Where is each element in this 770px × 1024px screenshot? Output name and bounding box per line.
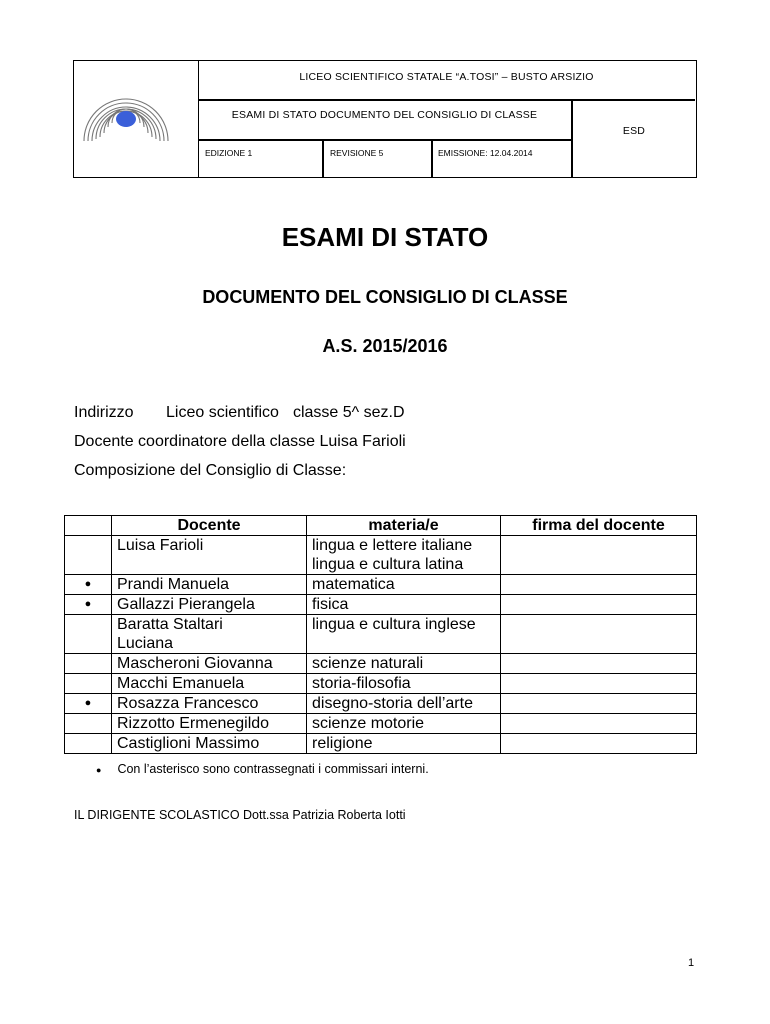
header-materia: materia/e — [307, 516, 501, 536]
note-bullet: ● — [96, 765, 102, 775]
firma-cell — [501, 575, 697, 595]
note — [96, 762, 429, 776]
bullet-cell — [65, 674, 112, 694]
table-row — [65, 734, 697, 754]
table-row — [65, 536, 697, 575]
firma-cell — [501, 536, 697, 575]
revision: REVISIONE 5 — [330, 148, 384, 158]
materia-cell: scienze naturali — [307, 654, 501, 674]
docente-cell: Luisa Farioli — [112, 536, 307, 575]
table-row — [65, 654, 697, 674]
bullet-cell: ● — [65, 575, 112, 595]
page-subtitle: DOCUMENTO DEL CONSIGLIO DI CLASSE — [202, 287, 568, 307]
table-row — [65, 714, 697, 734]
school-logo — [76, 63, 196, 177]
firma-cell — [501, 654, 697, 674]
logo-cell — [74, 61, 199, 177]
classe: classe 5^ sez.D — [292, 404, 405, 421]
docente-cell: Rosazza Francesco — [112, 694, 307, 714]
docente-cell: Macchi Emanuela — [112, 674, 307, 694]
indirizzo-line — [74, 404, 405, 422]
bullet-cell — [65, 615, 112, 654]
bullet-cell: ● — [65, 694, 112, 714]
materia-cell: lingua e lettere italiane lingua e cultura latina — [307, 536, 501, 575]
docente-cell: Gallazzi Pierangela — [112, 595, 307, 615]
materia-cell: storia-filosofia — [307, 674, 501, 694]
consiglio-table — [64, 515, 697, 754]
docente-cell: Prandi Manuela — [112, 575, 307, 595]
dirigente-signature-line: IL DIRIGENTE SCOLASTICO Dott.ssa Patrizia Roberta Iotti — [74, 808, 406, 822]
header-docente: Docente — [112, 516, 307, 536]
firma-cell — [501, 694, 697, 714]
table-row — [65, 595, 697, 615]
bullet-cell: ● — [65, 595, 112, 615]
docente-cell: Castiglioni Massimo — [112, 734, 307, 754]
firma-cell — [501, 595, 697, 615]
table-header-row — [65, 516, 697, 536]
emission-date: EMISSIONE: 12.04.2014 — [438, 148, 533, 158]
table-row — [65, 615, 697, 654]
materia-cell: fisica — [307, 595, 501, 615]
docente-cell: Rizzotto Ermenegildo — [112, 714, 307, 734]
firma-cell — [501, 714, 697, 734]
indirizzo-value: Liceo scientifico — [166, 404, 279, 421]
docente-cell: Mascheroni Giovanna — [112, 654, 307, 674]
bullet-cell — [65, 714, 112, 734]
firma-cell — [501, 734, 697, 754]
document-header — [73, 60, 697, 178]
doc-code: ESD — [622, 125, 646, 137]
page-title: ESAMI DI STATO — [281, 222, 489, 252]
docente-cell: Baratta Staltari Luciana — [112, 615, 307, 654]
firma-cell — [501, 674, 697, 694]
materia-cell: religione — [307, 734, 501, 754]
materia-cell: disegno-storia dell’arte — [307, 694, 501, 714]
materia-cell: lingua e cultura inglese — [307, 615, 501, 654]
doc-title: ESAMI DI STATO DOCUMENTO DEL CONSIGLIO DI CLASSE — [231, 109, 538, 121]
firma-cell — [501, 615, 697, 654]
bullet-header — [65, 516, 112, 536]
bullet-cell — [65, 654, 112, 674]
edition: EDIZIONE 1 — [205, 148, 253, 158]
materia-cell: scienze motorie — [307, 714, 501, 734]
header-firma: firma del docente — [501, 516, 697, 536]
school-name: LICEO SCIENTIFICO STATALE “A.TOSI” – BUSTO ARSIZIO — [299, 71, 594, 83]
table-row — [65, 575, 697, 595]
school-year: A.S. 2015/2016 — [322, 336, 448, 356]
page-number: 1 — [688, 957, 695, 969]
bullet-cell — [65, 734, 112, 754]
coordinatore: Docente coordinatore della classe Luisa Farioli — [74, 433, 406, 450]
bullet-cell — [65, 536, 112, 575]
indirizzo-label: Indirizzo — [74, 404, 134, 421]
table-row — [65, 674, 697, 694]
composizione: Composizione del Consiglio di Classe: — [74, 462, 347, 479]
table-row — [65, 694, 697, 714]
note-text: Con l’asterisco sono contrassegnati i commissari interni. — [117, 762, 429, 776]
materia-cell: matematica — [307, 575, 501, 595]
